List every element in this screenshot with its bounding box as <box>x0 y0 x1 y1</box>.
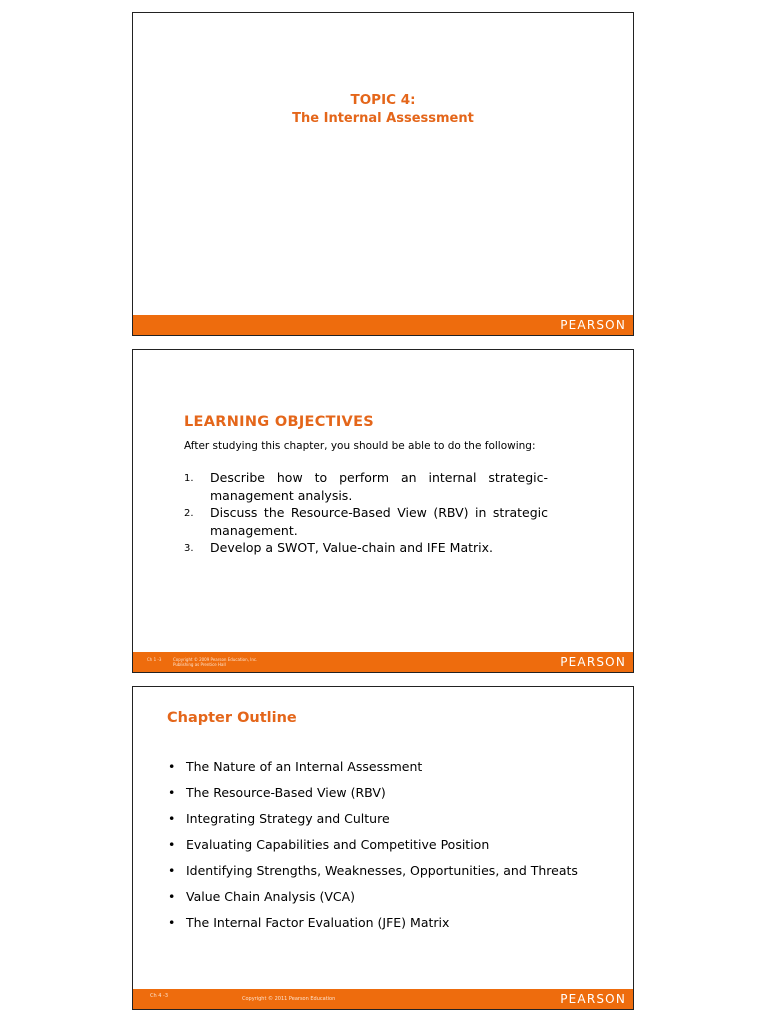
footer-copyright: Copyright © 2011 Pearson Education <box>242 996 336 1002</box>
objectives-list <box>184 469 548 557</box>
footer-chapter: Ch 4 -3 <box>150 993 169 999</box>
outline-text: The Resource-Based View (RBV) <box>186 785 386 800</box>
pearson-logo: PEARSON <box>560 318 626 332</box>
list-item <box>184 469 548 504</box>
slide-footer <box>133 989 633 1009</box>
outline-list <box>167 756 587 938</box>
list-item <box>167 886 587 907</box>
pearson-logo: PEARSON <box>560 992 626 1006</box>
slide-1 <box>132 12 634 336</box>
learning-objectives-heading: LEARNING OBJECTIVES <box>184 414 375 430</box>
objectives-intro: After studying this chapter, you should be able to do the following: <box>184 440 536 452</box>
slide-footer <box>133 315 633 335</box>
list-item <box>167 860 587 881</box>
footer-chapter: Ch 1 -3 <box>147 657 162 662</box>
list-number: 1. <box>184 473 194 484</box>
outline-text: Integrating Strategy and Culture <box>186 811 390 826</box>
footer-copyright: Copyright © 2009 Pearson Education, Inc. <box>173 657 258 662</box>
bullet-icon: • <box>168 915 176 930</box>
list-number: 3. <box>184 543 194 554</box>
outline-text: Evaluating Capabilities and Competitive Position <box>186 837 490 852</box>
topic-title: TOPIC 4: <box>350 92 416 108</box>
slide-3 <box>132 686 634 1010</box>
objective-text: Develop a SWOT, Value-chain and IFE Matrix. <box>210 540 494 555</box>
bullet-icon: • <box>168 785 176 800</box>
list-item <box>167 808 587 829</box>
list-item <box>184 504 548 539</box>
outline-text: The Nature of an Internal Assessment <box>186 759 423 774</box>
objective-text: Describe how to perform an internal strategic-management analysis. <box>210 470 548 503</box>
slide-2 <box>132 349 634 673</box>
list-item <box>167 782 587 803</box>
list-item <box>167 834 587 855</box>
bullet-icon: • <box>168 837 176 852</box>
outline-text: Identifying Strengths, Weaknesses, Opportunities, and Threats <box>186 863 578 878</box>
topic-subtitle: The Internal Assessment <box>292 111 474 126</box>
chapter-outline-heading: Chapter Outline <box>167 710 297 726</box>
bullet-icon: • <box>168 811 176 826</box>
slide-footer <box>133 652 633 672</box>
list-number: 2. <box>184 508 194 519</box>
list-item <box>184 539 548 557</box>
list-item <box>167 912 587 933</box>
pearson-logo: PEARSON <box>560 655 626 669</box>
outline-text: Value Chain Analysis (VCA) <box>186 889 356 904</box>
bullet-icon: • <box>168 863 176 878</box>
objective-text: Discuss the Resource-Based View (RBV) in strategic management. <box>210 505 548 538</box>
bullet-icon: • <box>168 889 176 904</box>
bullet-icon: • <box>168 759 176 774</box>
footer-publisher: Publishing as Prentice Hall <box>173 662 226 667</box>
outline-text: The Internal Factor Evaluation (JFE) Matrix <box>186 915 450 930</box>
list-item <box>167 756 587 777</box>
